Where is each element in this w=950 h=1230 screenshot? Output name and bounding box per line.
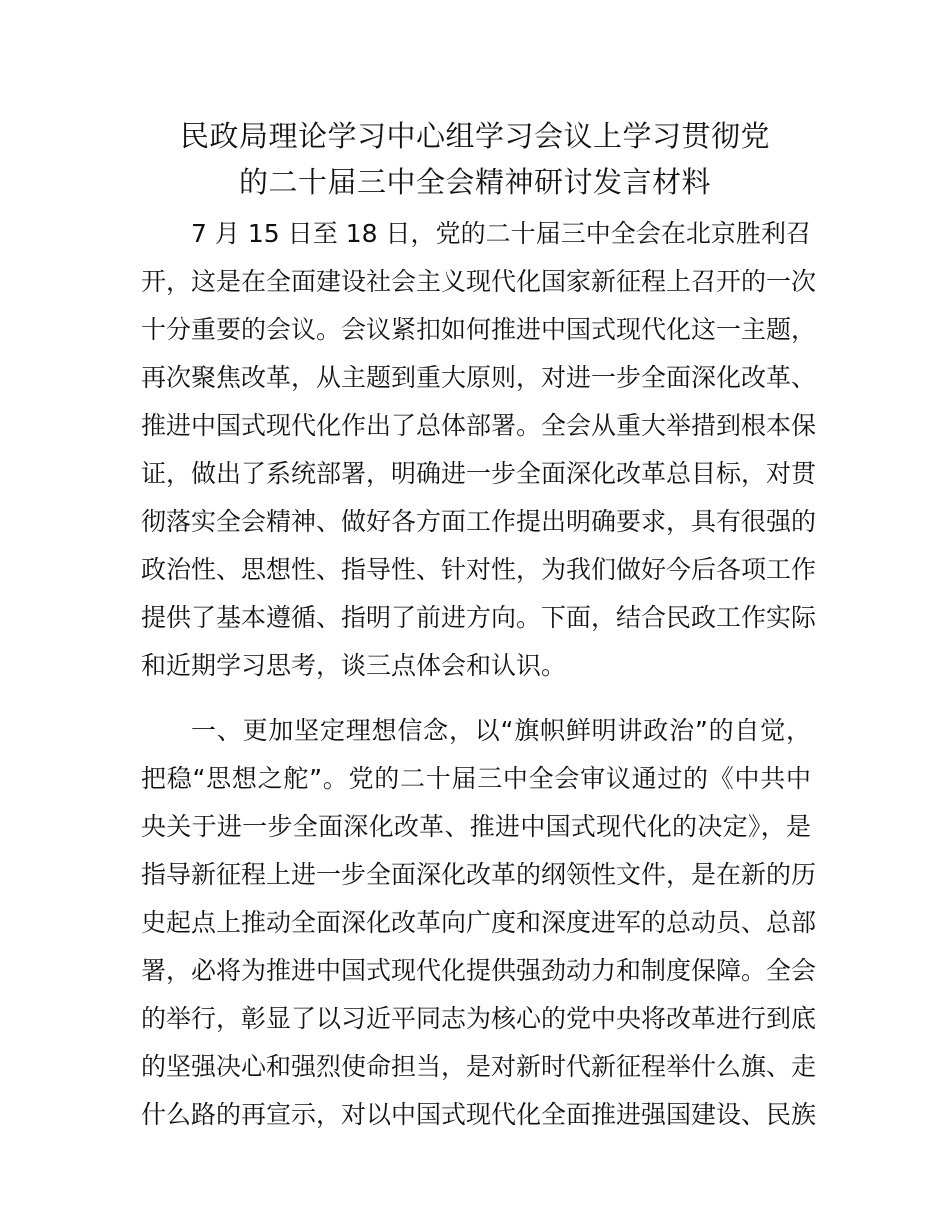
text-line: 政治性、思想性、指导性、针对性，为我们做好今后各项工作 xyxy=(141,555,817,584)
text-line: 的举行，彰显了以习近平同志为核心的党中央将改革进行到底 xyxy=(141,1004,817,1033)
text-line: 证，做出了系统部署，明确进一步全面深化改革总目标，对贯 xyxy=(141,459,817,488)
text-line: 提供了基本遵循、指明了前进方向。下面，结合民政工作实际 xyxy=(141,603,817,632)
text-line: 什么路的再宣示，对以中国式现代化全面推进强国建设、民族 xyxy=(141,1100,817,1129)
text-line: 7 月 15 日至 18 日，党的二十届三中全会在北京胜利召 xyxy=(191,219,811,248)
paragraph-section-one xyxy=(141,707,817,1139)
text-line: 央关于进一步全面深化改革、推进中国式现代化的决定》，是 xyxy=(141,812,811,841)
title-line: 民政局理论学习中心组学习会议上学习贯彻党 xyxy=(179,119,770,153)
document-body xyxy=(141,210,817,1156)
text-line: 和近期学习思考，谈三点体会和认识。 xyxy=(141,651,567,680)
text-line: 推进中国式现代化作出了总体部署。全会从重大举措到根本保 xyxy=(141,411,817,440)
text-line: 再次聚焦改革，从主题到重大原则，对进一步全面深化改革、 xyxy=(141,363,817,392)
text-line: 的坚强决心和强烈使命担当，是对新时代新征程举什么旗、走 xyxy=(141,1052,817,1081)
text-line: 署，必将为推进中国式现代化提供强劲动力和制度保障。全会 xyxy=(141,956,817,985)
document-title xyxy=(140,113,810,205)
text-line: 指导新征程上进一步全面深化改革的纲领性文件，是在新的历 xyxy=(141,860,817,889)
paragraph-intro xyxy=(141,210,817,690)
title-line: 的二十届三中全会精神研讨发言材料 xyxy=(238,165,711,199)
text-line: 开，这是在全面建设社会主义现代化国家新征程上召开的一次 xyxy=(141,267,817,296)
text-line: 十分重要的会议。会议紧扣如何推进中国式现代化这一主题， xyxy=(141,315,817,344)
text-line: 彻落实全会精神、做好各方面工作提出明确要求，具有很强的 xyxy=(141,507,817,536)
text-line: 把稳“思想之舵”。党的二十届三中全会审议通过的《中共中 xyxy=(141,764,811,793)
text-line: 史起点上推动全面深化改革向广度和深度进军的总动员、总部 xyxy=(141,908,817,937)
text-line: 一、更加坚定理想信念，以“旗帜鲜明讲政治”的自觉， xyxy=(191,716,811,745)
